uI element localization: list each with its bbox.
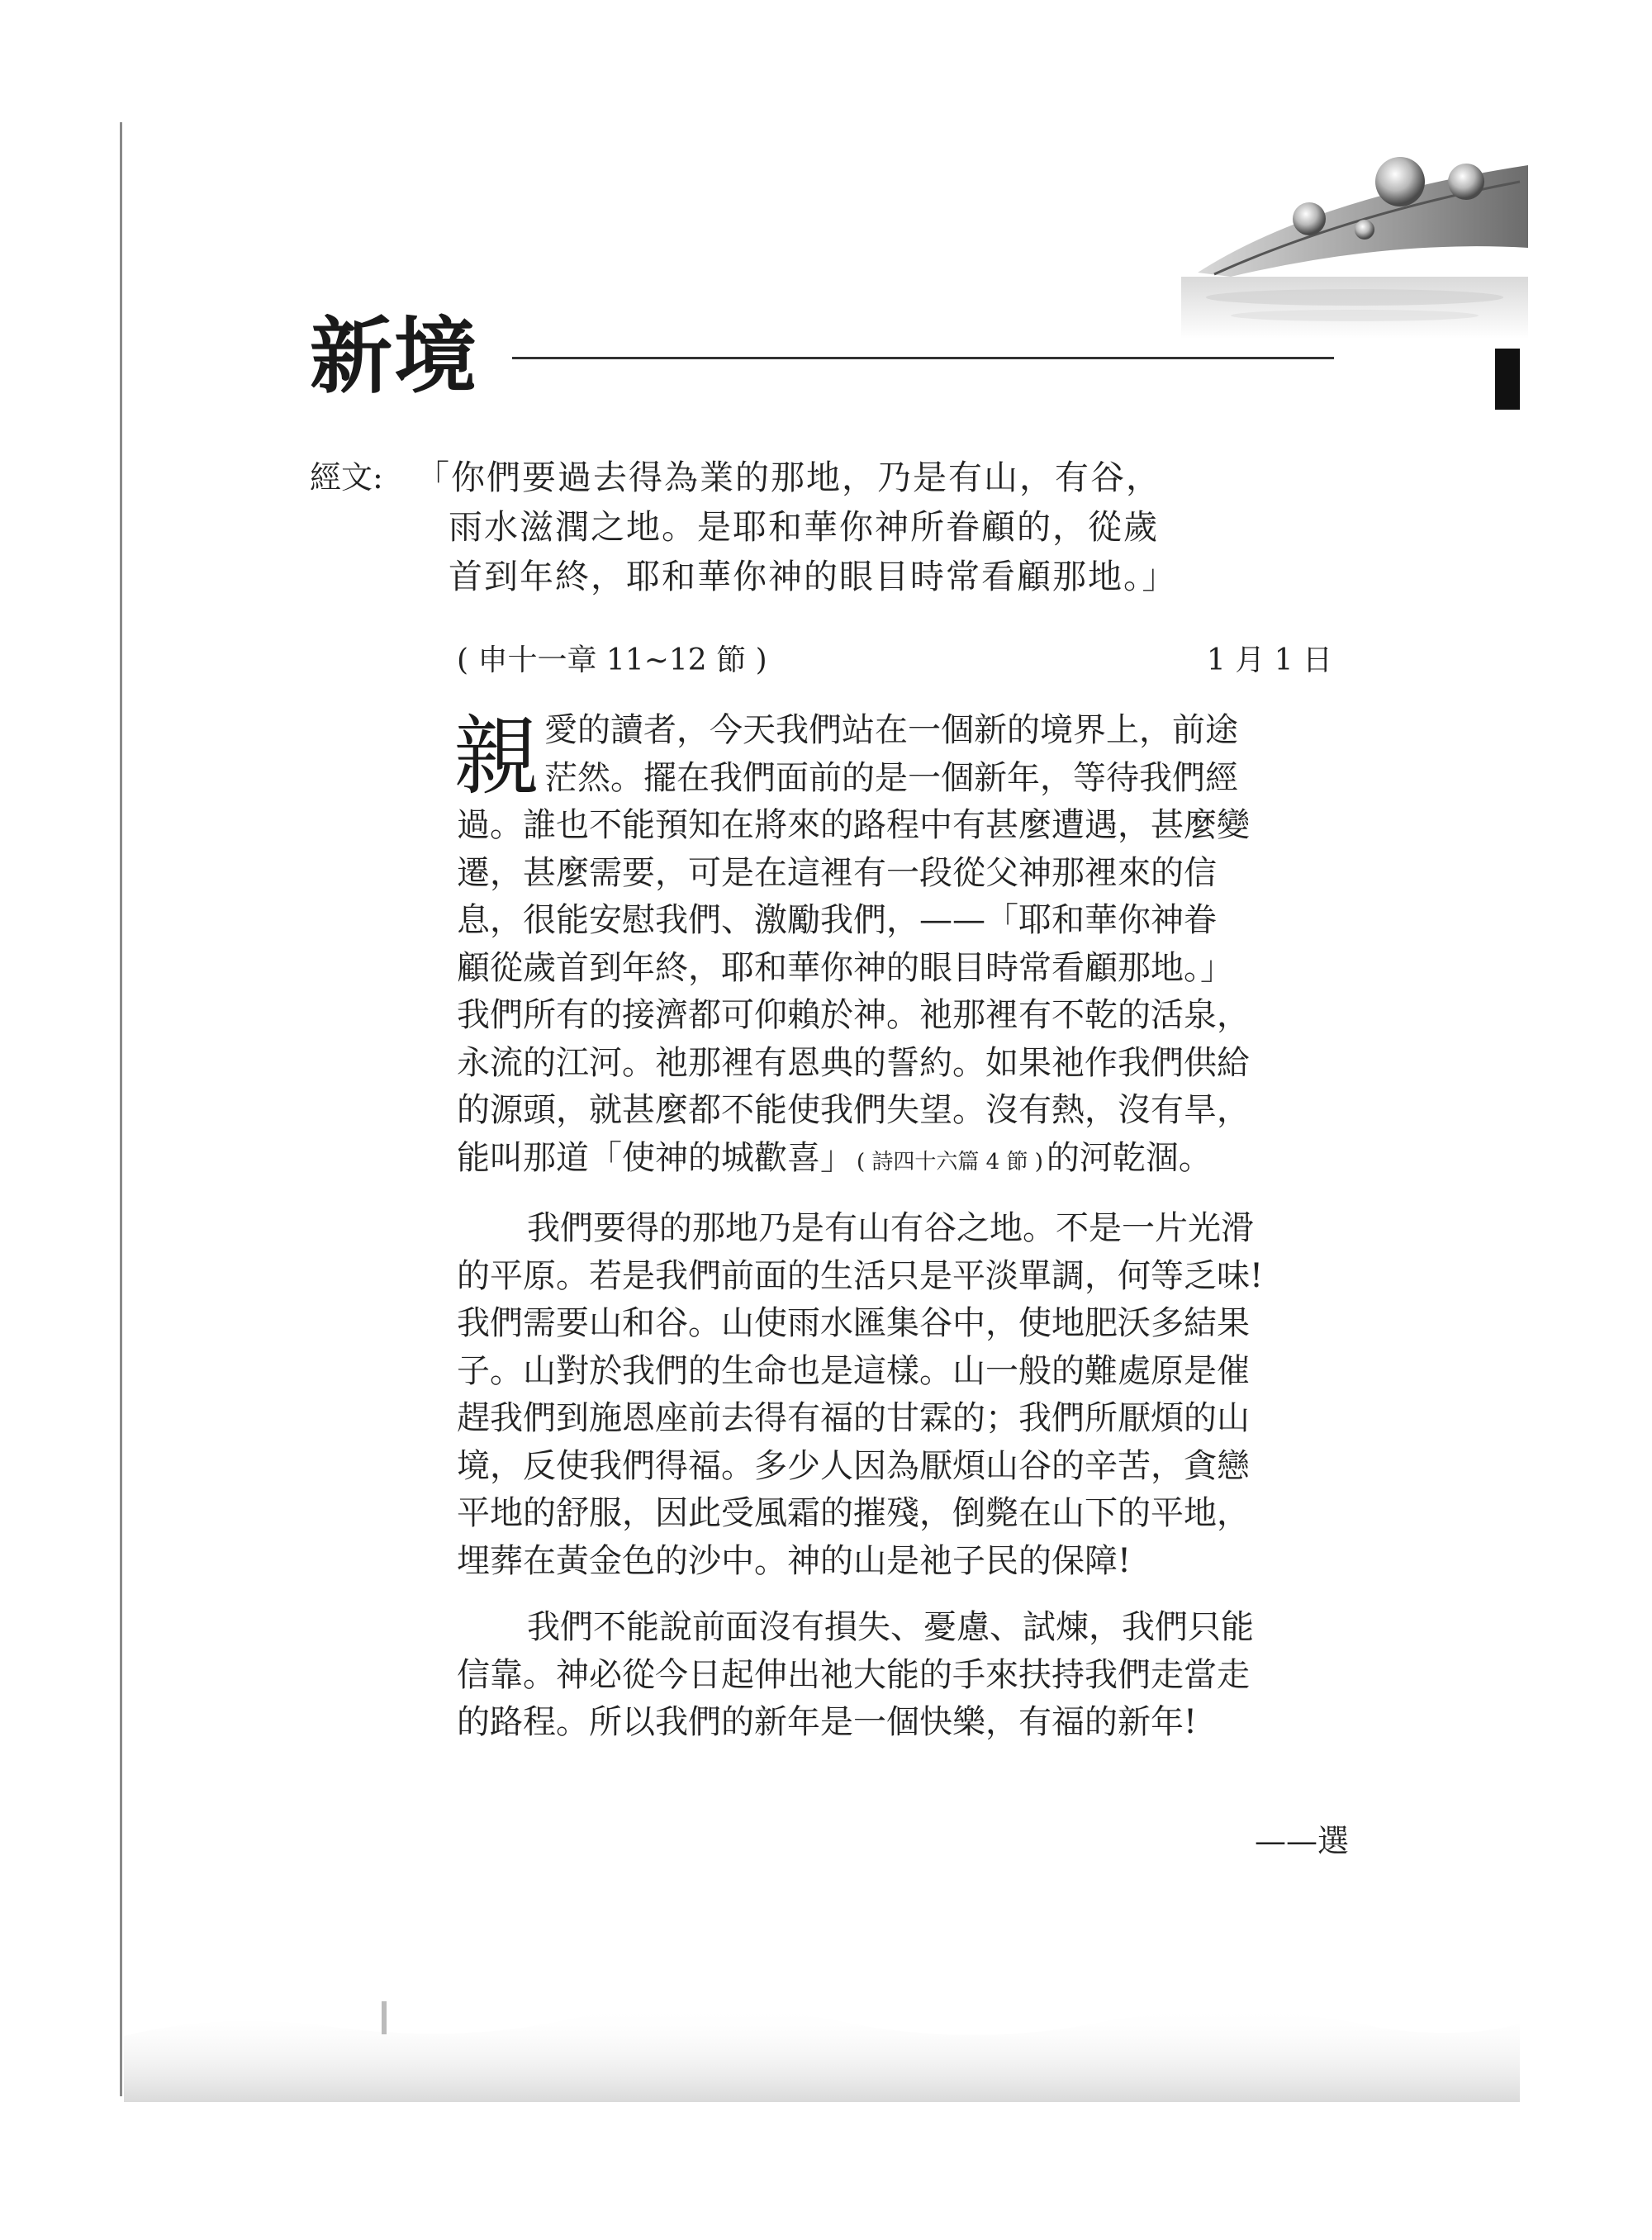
- paragraph-1: [453, 706, 1349, 1186]
- chapter-edge-tab: [1495, 349, 1520, 410]
- scripture-reference: ( 申十一章 11~12 節 ): [457, 643, 767, 677]
- page-title: 新境: [310, 308, 478, 405]
- paragraph-line: 我們要得的那地乃是有山有谷之地。不是一片光滑: [527, 1209, 1254, 1247]
- decorative-landscape-mist: [124, 1978, 1520, 2102]
- reference-row: [457, 636, 1332, 686]
- body-text: [453, 706, 1349, 1859]
- paragraph-3: [457, 1604, 1349, 1747]
- paragraph-line: 茫然。擺在我們面前的是一個新年，等待我們經: [544, 758, 1239, 797]
- title-row: [310, 307, 1334, 406]
- paragraph-line: 信靠。神必從今日起伸出祂大能的手來扶持我們走當走: [457, 1655, 1250, 1694]
- signature: ——選: [1254, 1823, 1349, 1859]
- scripture-label: 經文:: [310, 459, 383, 496]
- inline-reference: ( 詩四十六篇 4 節 ): [857, 1149, 1043, 1175]
- scripture-line: 雨水滋潤之地。是耶和華你神所眷顧的，從歲: [449, 507, 1159, 547]
- paragraph-line: 子。山對於我們的生命也是這樣。山一般的難處原是催: [457, 1351, 1250, 1390]
- paragraph-text: 能叫那道「使神的城歡喜」: [457, 1138, 853, 1177]
- paragraph-line: 埋葬在黃金色的沙中。神的山是祂子民的保障!: [457, 1541, 1132, 1580]
- paragraph-text: 的河乾涸。: [1046, 1138, 1212, 1177]
- scripture-line: 「你們要過去得為業的那地，乃是有山，有谷，: [415, 458, 1161, 497]
- left-margin-rule: [120, 122, 122, 2096]
- paragraph-line: 的源頭，就甚麼都不能使我們失望。沒有熱，沒有旱，: [457, 1091, 1250, 1129]
- paragraph-line: 遷，甚麼需要，可是在這裡有一段從父神那裡來的信: [457, 853, 1217, 892]
- paragraph-line: 永流的江河。祂那裡有恩典的誓約。如果祂作我們供給: [457, 1043, 1250, 1082]
- paragraph-line: 愛的讀者，今天我們站在一個新的境界上，前途: [544, 711, 1239, 749]
- title-underline: [512, 357, 1334, 359]
- paragraph-line: [457, 1135, 1349, 1187]
- paragraph-line: 境，反使我們得福。多少人因為厭煩山谷的辛苦，貪戀: [457, 1446, 1250, 1485]
- paragraph-line: 息，很能安慰我們、激勵我們，——「耶和華你神眷: [457, 901, 1217, 939]
- paragraph-line: 的路程。所以我們的新年是一個快樂，有福的新年!: [457, 1703, 1198, 1741]
- paragraph-line: 平地的舒服，因此受風霜的摧殘，倒斃在山下的平地，: [457, 1494, 1250, 1532]
- devotion-date: 1 月 1 日: [1206, 643, 1332, 677]
- paragraph-line: 趕我們到施恩座前去得有福的甘霖的；我們所厭煩的山: [457, 1399, 1250, 1437]
- scripture-line: 首到年終，耶和華你神的眼目時常看顧那地。」: [449, 557, 1178, 596]
- paragraph-line: 我們所有的接濟都可仰賴於神。祂那裡有不乾的活泉，: [457, 996, 1250, 1034]
- paragraph-2: [457, 1205, 1349, 1585]
- dropcap: 親: [453, 706, 540, 807]
- paragraph-line: 的平原。若是我們前面的生活只是平淡單調，何等乏味!: [457, 1256, 1264, 1295]
- paragraph-line: 過。誰也不能預知在將來的路程中有甚麼遭遇，甚麼變: [457, 806, 1250, 844]
- paragraph-line: 顧從歲首到年終，耶和華你神的眼目時常看顧那地。」: [457, 948, 1233, 987]
- scripture-text: [415, 453, 1341, 601]
- paragraph-line: 我們需要山和谷。山使雨水匯集谷中，使地肥沃多結果: [457, 1304, 1250, 1342]
- paragraph-line: 我們不能說前面沒有損失、憂慮、試煉，我們只能: [527, 1608, 1254, 1646]
